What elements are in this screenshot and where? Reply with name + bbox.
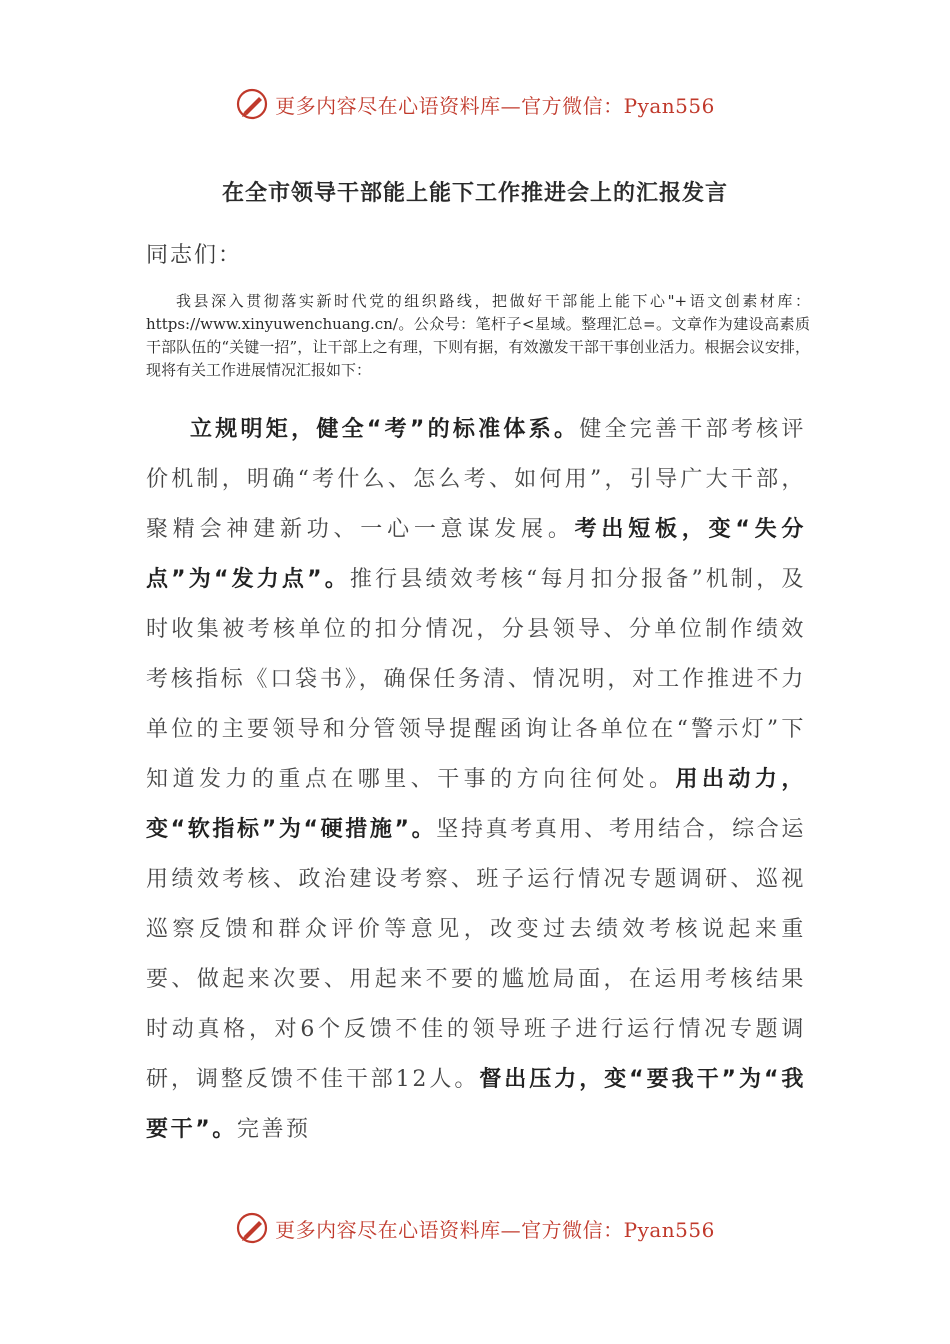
footer-banner-text: 更多内容尽在心语资料库—官方微信：Pyan556 [275,1217,715,1242]
paragraph-shortcomings: 推行县绩效考核“每月扣分报备”机制，及时收集被考核单位的扣分情况，分县领导、分单位制作绩效考核指标《口袋书》，确保任务清、情况明，对工作推进不力单位的主要领导和分管领导提醒函询让各单位在“警示灯”下知道发力的重点在哪里、干事的方向往何处。 [146,567,806,792]
heading-motivation: 用出动力，变“软指标”为“硬措施”。 [146,767,806,842]
paragraph-standards: 健全完善干部考核评价机制，明确“考什么、怎么考、如何用”，引导广大干部，聚精会神建新功、一心一意谋发展。 [146,417,806,542]
body-paragraph [146,405,806,1155]
pen-logo-icon [235,1211,269,1245]
heading-pressure: 督出压力，变“要我干”为“我要干”。 [146,1067,806,1142]
heading-shortcomings: 考出短板，变“失分点”为“发力点”。 [146,517,806,592]
paragraph-pressure: 完善预 [236,1117,311,1142]
heading-standards: 立规明矩，健全“考”的标准体系。 [190,417,580,442]
footer-banner [0,1208,950,1248]
paragraph-motivation: 坚持真考真用、考用结合，综合运用绩效考核、政治建设考察、班子运行情况专题调研、巡视巡察反馈和群众评价等意见，改变过去绩效考核说起来重要、做起来次要、用起来不要的尴尬局面，在运用考核结果时动真格，对6个反馈不佳的领导班子进行运行情况专题调研，调整反馈不佳干部12人。 [146,817,806,1092]
pen-logo-icon [235,87,269,121]
salutation: 同志们： [146,243,243,268]
header-banner-text: 更多内容尽在心语资料库—官方微信：Pyan556 [275,93,715,118]
header-banner [0,84,950,124]
page-title: 在全市领导干部能上能下工作推进会上的汇报发言 [221,181,728,206]
intro-paragraph: 我县深入贯彻落实新时代党的组织路线，把做好干部能上能下心"+语文创素材库：https://www.xinyuwenchuang.cn/。公众号：笔杆子<星域。整理汇总=。文章作为建设高素质干部队伍的“关键一招”，让干部上之有理，下则有据，有效激发干部干事创业活力。根据会议安排，现将有关工作进展情况汇报如下： [146,292,810,379]
